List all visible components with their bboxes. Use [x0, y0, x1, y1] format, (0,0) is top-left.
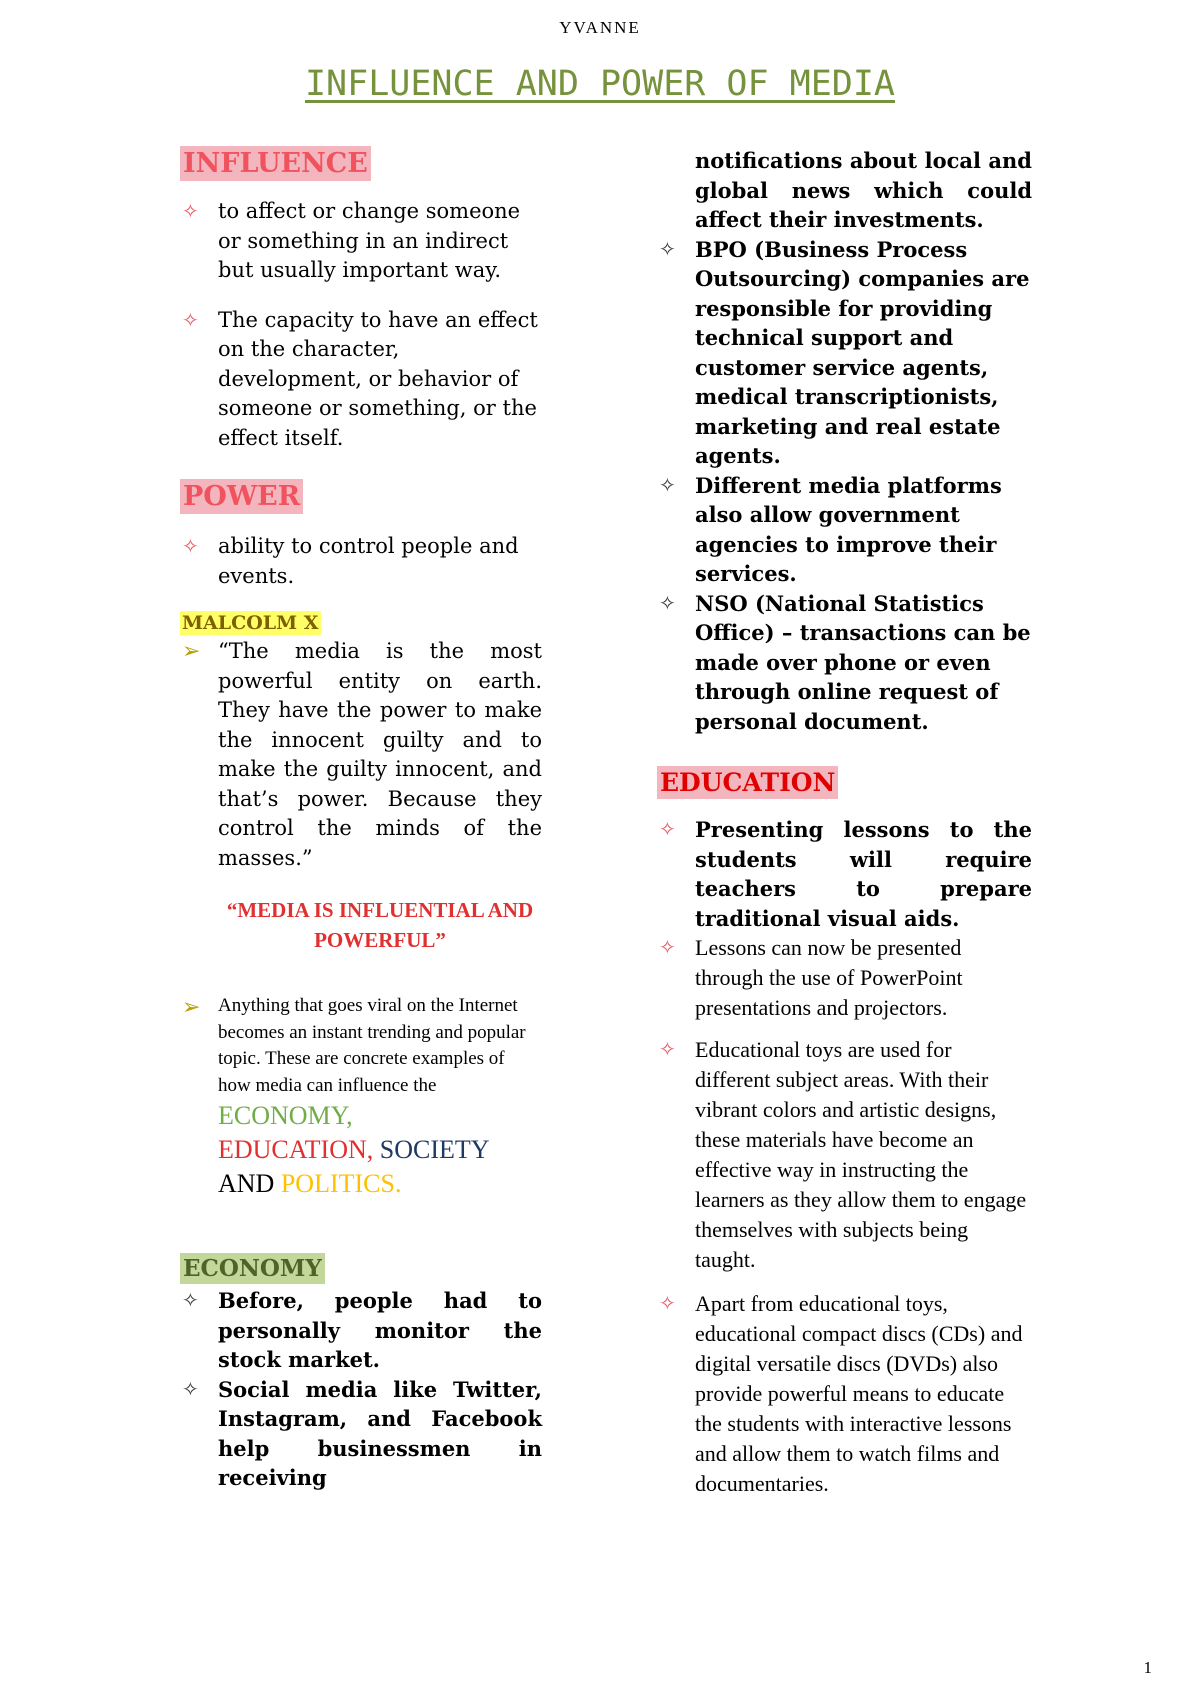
- star-outline-icon: ✧: [659, 1037, 676, 1061]
- list-item: ✧ Apart from educational toys, educational compact discs (CDs) and digital versatile discs (DVDs) also provide powerful means to educate the students with interactive lessons and allow them to watch films and documentaries.: [659, 1291, 1023, 1496]
- left-column: [180, 146, 542, 1493]
- list-item: ✧ Before, people had to personally monitor the stock market.: [182, 1288, 542, 1372]
- education-heading: EDUCATION: [657, 766, 838, 799]
- education-list: [657, 815, 1032, 1499]
- arrow-bullet-icon: ➢: [182, 639, 201, 664]
- list-item: ✧ Social media like Twitter, Instagram, and Facebook help businessmen in receiving: [182, 1376, 542, 1490]
- star-outline-icon: ✧: [182, 307, 199, 332]
- document-title: INFLUENCE AND POWER OF MEDIA: [304, 64, 895, 104]
- list-item: ✧ Educational toys are used for different subject areas. With their vibrant colors and artistic designs, these materials have become an effective way in instructing the learners as they allow them to engage themselves with subjects being taught.: [659, 1037, 1027, 1272]
- page-number: 1: [1143, 1658, 1152, 1677]
- list-item: ✧ to affect or change someone or something in an indirect but usually important way.: [182, 199, 521, 282]
- star-outline-icon: ✧: [659, 1291, 676, 1315]
- power-heading: POWER: [180, 479, 303, 514]
- star-outline-icon: ✧: [659, 236, 676, 261]
- arrow-bullet-icon: ➢: [182, 995, 201, 1020]
- influence-areas: ECONOMY, EDUCATION, SOCIETY AND POLITICS.: [218, 1101, 490, 1198]
- power-list: [180, 532, 542, 591]
- star-outline-icon: ✧: [182, 1288, 199, 1312]
- star-outline-icon: ✧: [659, 935, 676, 959]
- list-item: ✧ ability to control people and events.: [182, 534, 519, 588]
- malcolm-x-heading: MALCOLM X: [182, 612, 319, 634]
- list-item: ✧ NSO (National Statistics Office) – transactions can be made over phone or even through online request of personal document.: [659, 590, 1031, 734]
- list-item: ✧ Different media platforms also allow government agencies to improve their services.: [659, 472, 1002, 586]
- star-outline-icon: ✧: [659, 817, 676, 841]
- list-item: ✧ Presenting lessons to the students will require teachers to prepare traditional visual aids.: [659, 817, 1032, 931]
- malcolm-quote-list: [180, 637, 542, 873]
- media-slogan: “MEDIA IS INFLUENTIAL AND POWERFUL”: [226, 898, 534, 952]
- star-outline-icon: ✧: [659, 472, 676, 497]
- star-outline-icon: ✧: [182, 534, 199, 558]
- star-outline-icon: ✧: [182, 199, 199, 223]
- viral-list: [180, 993, 542, 1201]
- economy-list: [180, 1286, 542, 1493]
- list-item: ✧ Lessons can now be presented through the use of PowerPoint presentations and projectors.: [659, 935, 963, 1020]
- star-outline-icon: ✧: [659, 590, 676, 615]
- list-item-continuation: notifications about local and global news which could affect their investments.: [695, 148, 1032, 232]
- list-item: ✧ BPO (Business Process Outsourcing) companies are responsible for providing technical support and customer service agents, medical transcriptionists, marketing and real estate agents.: [659, 236, 1030, 468]
- influence-heading: INFLUENCE: [180, 146, 371, 181]
- economy-heading: ECONOMY: [180, 1253, 325, 1284]
- influence-list: [180, 197, 542, 453]
- list-item: ➢ Anything that goes viral on the Internet becomes an instant trending and popular topic. These are concrete examples of how media can influence the ECONOMY, EDUCATION, SOCIETY AND POLITICS.: [180, 993, 542, 1201]
- economy-continued-list: [657, 146, 1032, 736]
- list-item: ✧ The capacity to have an effect on the character, development, or behavior of someone or something, or the effect itself.: [182, 307, 538, 450]
- list-item: ➢ “The media is the most powerful entity on earth. They have the power to make the innocent guilty and to make the guilty innocent, and that’s power. Because they control the minds of the masses.”: [182, 639, 542, 870]
- document-header-author: YVANNE: [559, 18, 641, 37]
- star-outline-icon: ✧: [182, 1376, 199, 1401]
- right-column: [657, 146, 1032, 1499]
